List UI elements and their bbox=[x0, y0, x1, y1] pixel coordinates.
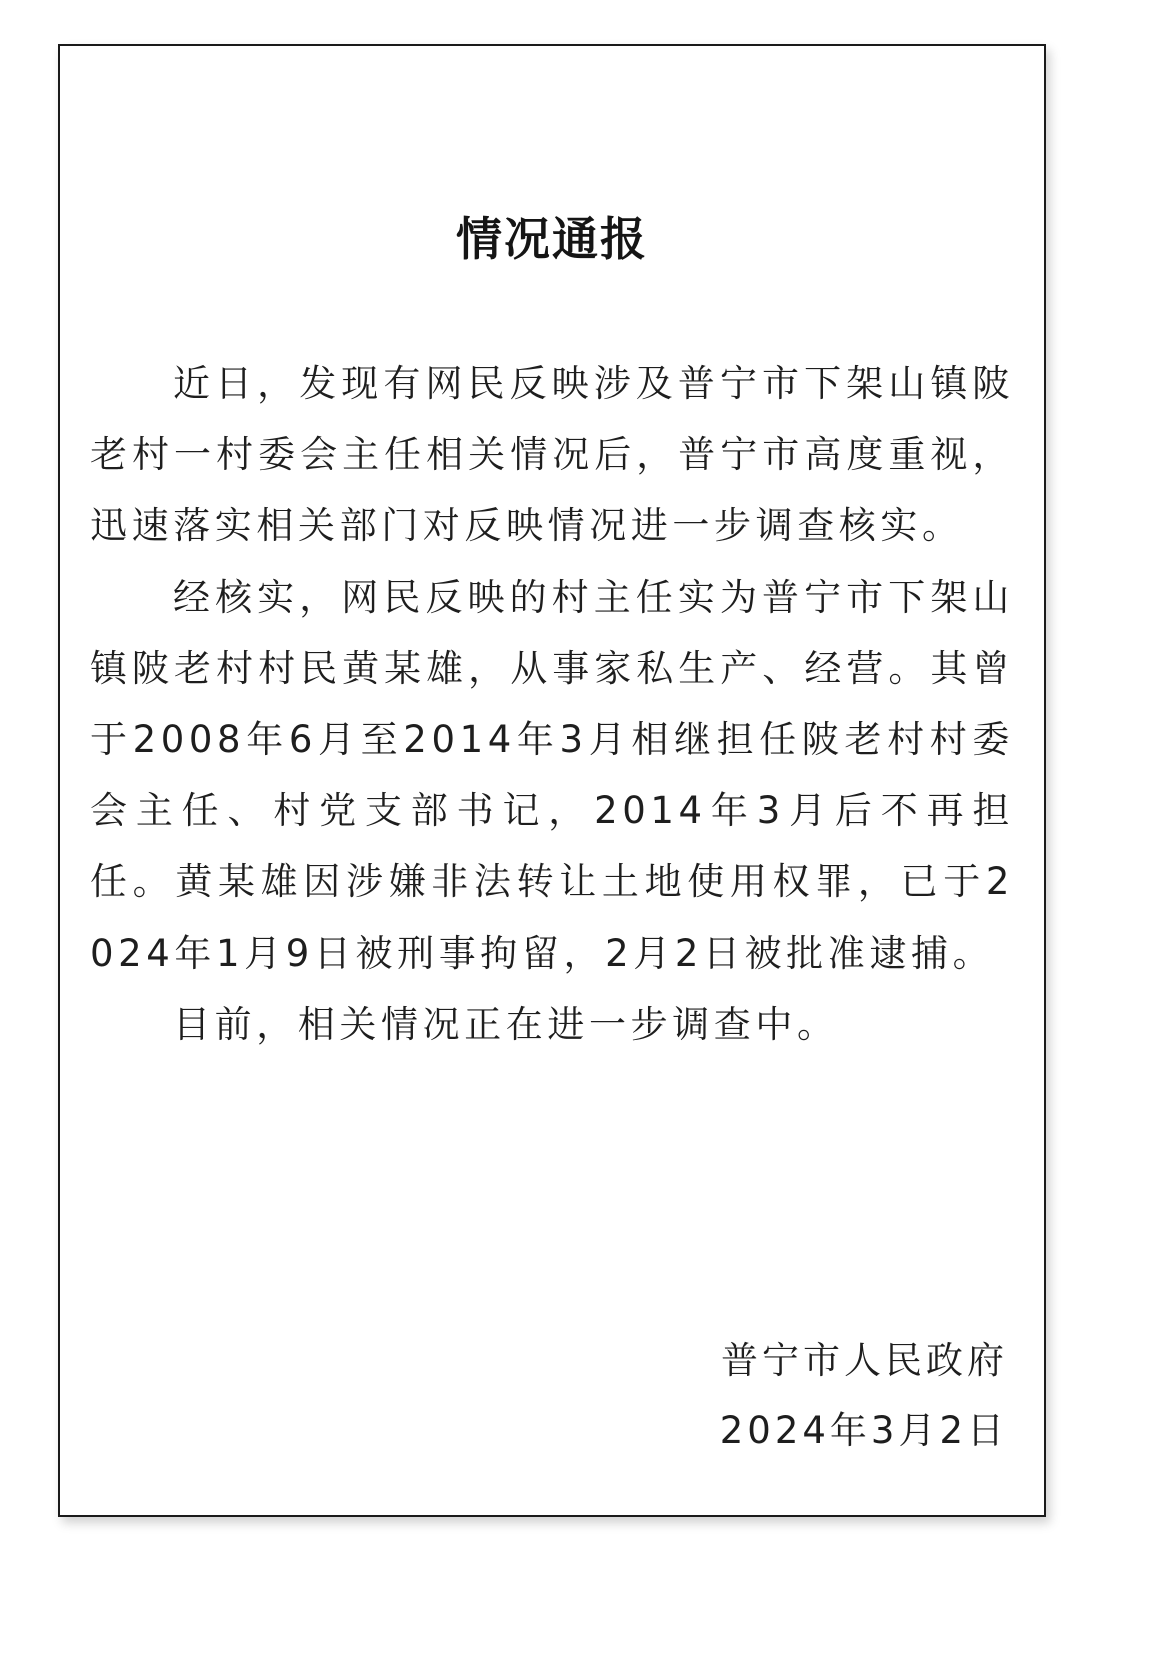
signature-block bbox=[720, 1326, 1008, 1466]
paragraph-2: 经核实，网民反映的村主任实为普宁市下架山镇陂老村村民黄某雄，从事家私生产、经营。其曾于2008年6月至2014年3月相继担任陂老村村委会主任、村党支部书记，2014年3月后不再担任。黄某雄因涉嫌非法转让土地使用权罪，已于2024年1月9日被刑事拘留，2月2日被批准逮捕。 bbox=[90, 575, 1014, 975]
issue-date: 2024年3月2日 bbox=[719, 1409, 1008, 1452]
issuer-name: 普宁市人民政府 bbox=[721, 1339, 1008, 1382]
notice-document bbox=[58, 44, 1046, 1517]
document-body bbox=[90, 348, 1014, 1060]
document-title: 情况通报 bbox=[456, 212, 648, 266]
paragraph-3: 目前，相关情况正在进一步调查中。 bbox=[173, 1002, 839, 1046]
paragraph-1: 近日，发现有网民反映涉及普宁市下架山镇陂老村一村委会主任相关情况后，普宁市高度重视，迅速落实相关部门对反映情况进一步调查核实。 bbox=[90, 362, 1014, 548]
